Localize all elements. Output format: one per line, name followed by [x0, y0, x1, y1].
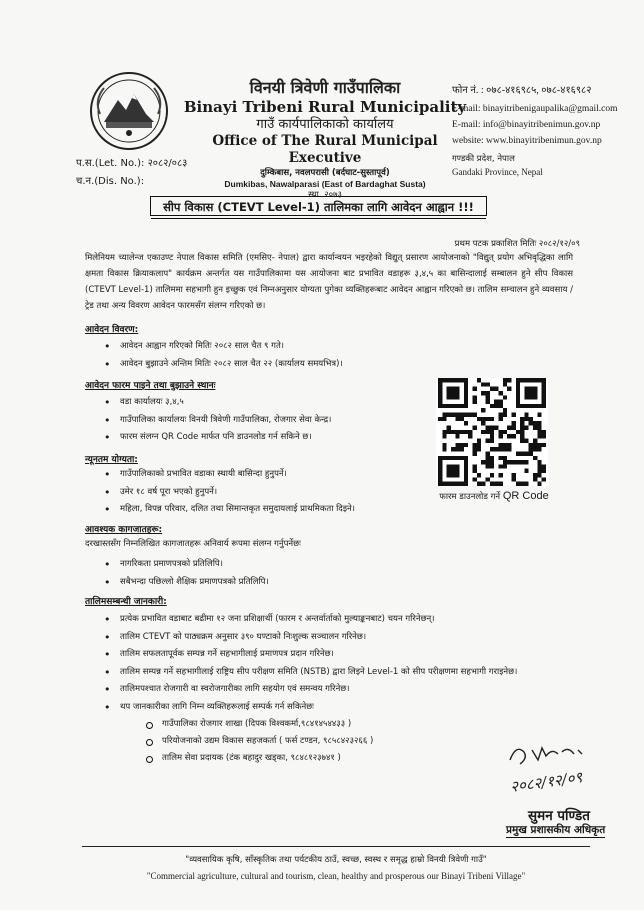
publish-date: प्रथम पटक प्रकाशित मितिः २०८२/१२/०९	[454, 239, 580, 249]
municipality-name-en: Binayi Tribeni Rural Municipality	[183, 98, 467, 116]
office-name-en: Office of The Rural Municipal Executive	[212, 133, 438, 166]
footer-divider	[82, 846, 590, 847]
list-item: • तालिम CTEVT को पाठ्यक्रम अनुसार ३९० घण्टाको निःशुल्क सञ्चालन गरिनेछ।	[100, 629, 570, 647]
qr-caption-en: QR Code	[502, 490, 549, 502]
list-item: • तालिम सफलतापूर्वक सम्पन्न गर्ने सहभागीलाई प्रमाणपत्र प्रदान गरिनेछ।	[100, 646, 570, 664]
application-list	[100, 338, 343, 373]
list-item: • प्रत्येक प्रभावित वडाबाट बढीमा १२ जना प्रशिक्षार्थी (फारम र अन्तर्वार्ताको मुल्याङ्कनबाट) चयन गरिनेछन्।	[100, 611, 570, 629]
footer-slogan-en: "Commercial agriculture, cultural and tourism, clean, healthy and prosperous our Binayi Tribeni Village"	[146, 871, 526, 881]
training-list	[100, 611, 570, 716]
list-item: • सबैभन्दा पछिल्लो शैक्षिक प्रमाणपत्रको प्रतिलिपि।	[100, 574, 269, 592]
address-en: Dumkibas, Nawalparasi (East of Bardaghat Susta)	[224, 179, 426, 189]
dispatch-number: च.न.(Dis. No.):	[76, 176, 145, 187]
eligibility-list	[100, 466, 355, 519]
list-item: • थप जानकारीका लागि निम्न व्यक्तिहरूलाई सम्पर्क गर्न सकिनेछः	[100, 699, 570, 717]
phone-numbers: फोन नं. : ०७८-४१६९८५, ०७८-४१६९८२	[452, 85, 592, 96]
letter-number: प.स.(Let. No.): २०८२/०८३	[76, 158, 188, 169]
province-np: गण्डकी प्रदेश, नेपाल	[452, 154, 515, 164]
form-place-heading: आवेदन फारम पाइने तथा बुझाउने स्थानः	[85, 381, 216, 391]
list-item: • आवेदन बुझाउने अन्तिम मितिः २०८२ साल चैत २२ (कार्यालय समयभित्र)।	[100, 356, 343, 374]
list-item: • नागरिकता प्रमाणपत्रको प्रतिलिपि।	[100, 556, 269, 574]
contact-item: तालिम सेवा प्रदायक (टंक बहादुर खड्का, ९८४८१२३७४१ )	[146, 750, 373, 767]
list-item: • गाउँपालिकाको प्रभावित वडाका स्थायी बासिन्दा हुनुपर्ने।	[100, 466, 355, 484]
letterhead-center	[180, 78, 470, 201]
email-secondary[interactable]: E-mail: info@binayitribenimun.gov.np	[452, 120, 601, 130]
list-item: • महिला, विपन्न परिवार, दलित तथा सिमान्तकृत समुदायलाई प्राथमिकता दिइने।	[100, 501, 355, 519]
notice-title: सीप विकास (CTEVT Level-1) तालिमका लागि आवेदन आह्वान !!!	[150, 196, 487, 216]
contact-block	[452, 83, 642, 179]
reference-numbers	[76, 155, 187, 191]
established-year: स्था. २०७३	[308, 190, 342, 200]
qr-caption-np: फारम डाउनलोड गर्ने	[439, 492, 501, 502]
contact-item: गाउँपालिका रोजगार शाखा (दिपक विश्वकर्मा,९८४१४५४४३३ )	[146, 716, 373, 733]
eligibility-heading: न्यूनतम योग्यता:	[85, 455, 138, 465]
signature-date: २०८२/१२/०९	[509, 768, 584, 796]
office-name-np: गाउँ कार्यपालिकाको कार्यालय	[256, 117, 394, 132]
form-place-list	[100, 394, 331, 447]
list-item: • वडा कार्यालयः ३,४,५	[100, 394, 331, 412]
list-item: • फारम संलग्न QR Code मार्फत पनि डाउनलोड गर्न सकिने छ।	[100, 429, 331, 447]
contacts-list	[146, 716, 373, 767]
list-item: • गाउँपालिका कार्यालयः विनयी त्रिवेणी गाउँपालिका, रोजगार सेवा केन्द्र।	[100, 412, 331, 430]
list-item: • उमेर १८ वर्ष पूरा भएको हुनुपर्ने।	[100, 484, 355, 502]
list-item: • आवेदन आह्वान गरिएको मितिः २०८२ साल चैत ९ गते।	[100, 338, 343, 356]
list-item: • तालिमपश्चात रोजगारी वा स्वरोजगारीका लागि सहयोग एवं समन्वय गरिनेछ।	[100, 681, 570, 699]
intro-paragraph: मिलेनियम च्यालेन्ज एकाउण्ट नेपाल विकास समिति (एमसिए- नेपाल) द्वारा कार्यान्वयन भइरहेको विद्युत् प्रसारण आयोजनाको "विद्युत् प्रयोग अभिवृद्धिका लागि क्षमता विकास क्रियाकलाप" कार्यक्रम अन्तर्गत यस गाउँपालिकामा यस आयोजना बाट प्रभावित वडाहरू ३,४,५ का बासिन्दालाई सम्बालन हुने सीप विकास (CTEVT Level-1) तालिममा सहभागी हुन इच्छुक एवं निम्नअनुसार योग्यता पुगेका व्यक्तिहरूबाट आवेदन आह्वान गरिएको छ। तालिम सम्चालन हुने व्यवसाय / ट्रेड तथा अन्य विवरण आवेदन फारमसँग संलग्न गरिएको छ।	[85, 253, 573, 311]
signatory-name: सुमन पण्डित	[528, 808, 590, 824]
province-en: Gandaki Province, Nepal	[452, 167, 543, 177]
email-primary[interactable]: E-mail: binayitribenigaupalika@gmail.com	[452, 104, 618, 114]
signatory-designation: प्रमुख प्रशासकीय अधिकृत	[506, 824, 606, 836]
contact-item: परियोजनाको उद्यम विकास सहजकर्ता ( फर्स टण्डन, ९८५८४२३२६६ )	[146, 733, 373, 750]
documents-lead: दरखास्तसँग निम्नलिखित कागजातहरू अनिवार्य रूपमा संलग्न गर्नुपर्नेछः	[85, 539, 301, 549]
footer-slogan-np: "व्यवसायिक कृषि, साँस्कृतिक तथा पर्यटकीय ठाउँ, स्वच्छ, स्वस्थ र समृद्ध हाम्रो विनयी त्रिवेणी गाउँ"	[185, 855, 487, 865]
qr-caption	[436, 490, 552, 502]
documents-heading: आवश्यक कागजातहरू:	[85, 525, 163, 535]
list-item: • तालिम सम्पन्न गर्ने सहभागीलाई राष्ट्रिय सीप परीक्षण समिति (NSTB) द्वारा लिइने Level-1 को सीप परीक्षणमा सहभागी गराइनेछ।	[100, 664, 570, 682]
training-heading: तालिमसम्बन्धी जानकारी:	[85, 597, 167, 607]
address-np: दुम्किबास, नवलपरासी (बर्दघाट-सुस्तापूर्व)	[260, 168, 390, 178]
application-heading: आवेदन विवरण:	[85, 325, 139, 335]
documents-list	[100, 556, 269, 591]
website-link[interactable]: website: www.binayitribenimun.gov.np	[452, 136, 602, 146]
qr-code-icon[interactable]	[436, 378, 548, 486]
municipality-name-np: विनयी त्रिवेणी गाउँपालिका	[249, 78, 401, 97]
municipality-emblem-icon	[88, 70, 170, 152]
